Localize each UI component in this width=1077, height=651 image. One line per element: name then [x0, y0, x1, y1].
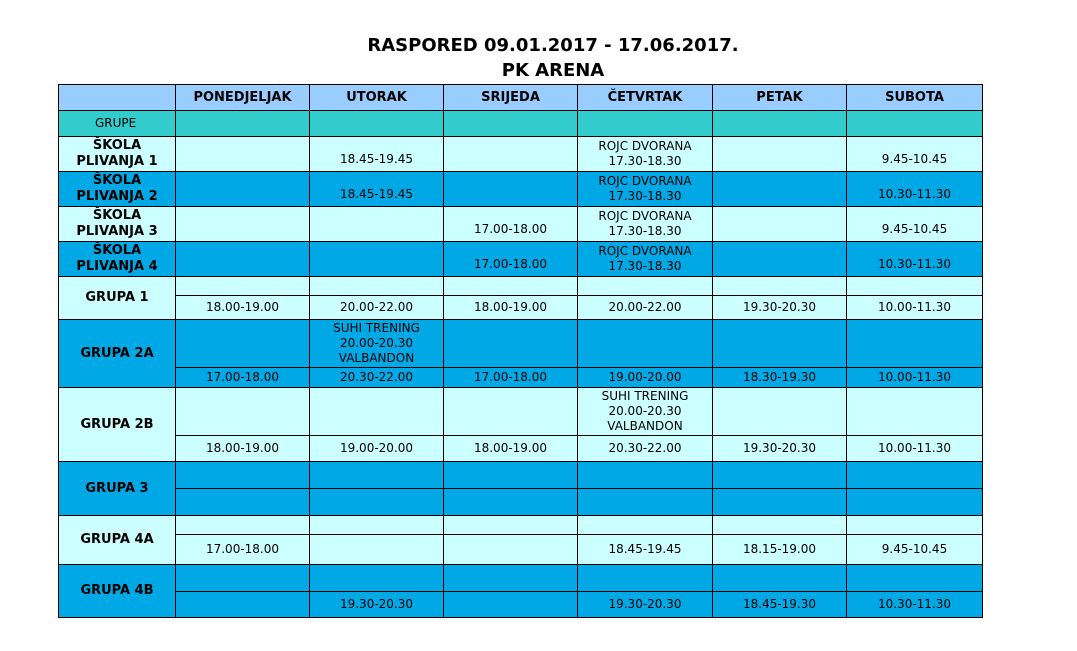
- schedule-cell: [847, 516, 983, 535]
- schedule-cell: 18.15-19.00: [713, 535, 847, 565]
- group-label: GRUPA 2A: [59, 320, 176, 388]
- group-label: ŠKOLA PLIVANJA 3: [59, 207, 176, 242]
- group-label: GRUPA 2B: [59, 388, 176, 462]
- schedule-cell: [176, 388, 310, 436]
- schedule-cell: [176, 462, 310, 489]
- schedule-cell: [444, 137, 578, 172]
- group-label: ŠKOLA PLIVANJA 2: [59, 172, 176, 207]
- schedule-cell: 18.30-19.30: [713, 368, 847, 388]
- group-label: GRUPA 1: [59, 277, 176, 320]
- schedule-cell: 18.45-19.45: [310, 137, 444, 172]
- schedule-cell: 20.00-22.00: [310, 296, 444, 320]
- grupe-cell: [310, 111, 444, 137]
- schedule-cell: [578, 489, 713, 516]
- schedule-cell: [847, 489, 983, 516]
- schedule-cell: [310, 242, 444, 277]
- schedule-cell: 17.00-18.00: [444, 242, 578, 277]
- schedule-cell: 18.45-19.45: [310, 172, 444, 207]
- schedule-cell: [713, 207, 847, 242]
- group-label: GRUPA 3: [59, 462, 176, 516]
- schedule-cell: [310, 535, 444, 565]
- group-label: GRUPA 4A: [59, 516, 176, 565]
- day-header: SUBOTA: [847, 85, 983, 111]
- schedule-cell: [578, 320, 713, 368]
- schedule-cell: 19.00-20.00: [578, 368, 713, 388]
- schedule-cell: [444, 172, 578, 207]
- day-header: PONEDJELJAK: [176, 85, 310, 111]
- group-row: [59, 388, 983, 436]
- schedule-cell: 19.30-20.30: [713, 436, 847, 462]
- schedule-cell: 20.30-22.00: [310, 368, 444, 388]
- group-row: [59, 368, 983, 388]
- grupe-cell: [713, 111, 847, 137]
- schedule-cell: 9.45-10.45: [847, 535, 983, 565]
- header-row: [59, 85, 983, 111]
- schedule-cell: [713, 565, 847, 592]
- schedule-cell: ROJC DVORANA 17.30-18.30: [578, 207, 713, 242]
- schedule-cell: [176, 516, 310, 535]
- schedule-cell: [713, 277, 847, 296]
- group-row: [59, 207, 983, 242]
- schedule-cell: 10.00-11.30: [847, 436, 983, 462]
- day-header: PETAK: [713, 85, 847, 111]
- schedule-cell: [713, 242, 847, 277]
- schedule-cell: 19.00-20.00: [310, 436, 444, 462]
- grupe-label: GRUPE: [59, 111, 176, 137]
- schedule-cell: 18.00-19.00: [176, 436, 310, 462]
- schedule-cell: [176, 137, 310, 172]
- schedule-cell: [444, 462, 578, 489]
- schedule-cell: [310, 489, 444, 516]
- schedule-cell: [713, 462, 847, 489]
- schedule-cell: [713, 388, 847, 436]
- schedule-cell: 18.00-19.00: [444, 296, 578, 320]
- schedule-cell: [176, 242, 310, 277]
- schedule-cell: 17.00-18.00: [444, 368, 578, 388]
- schedule-cell: [176, 489, 310, 516]
- grupe-cell: [578, 111, 713, 137]
- group-row: [59, 462, 983, 489]
- group-row: [59, 592, 983, 618]
- schedule-cell: [310, 388, 444, 436]
- schedule-cell: 17.00-18.00: [176, 368, 310, 388]
- group-row: [59, 277, 983, 296]
- group-label: ŠKOLA PLIVANJA 1: [59, 137, 176, 172]
- page-subtitle: PK ARENA: [501, 60, 605, 81]
- schedule-cell: 17.00-18.00: [176, 535, 310, 565]
- schedule-cell: 18.45-19.45: [578, 535, 713, 565]
- grupe-cell: [444, 111, 578, 137]
- schedule-cell: ROJC DVORANA 17.30-18.30: [578, 137, 713, 172]
- schedule-cell: [310, 277, 444, 296]
- schedule-cell: 19.30-20.30: [713, 296, 847, 320]
- schedule-cell: [176, 592, 310, 618]
- schedule-cell: ROJC DVORANA 17.30-18.30: [578, 172, 713, 207]
- schedule-cell: [713, 516, 847, 535]
- schedule-cell: 10.30-11.30: [847, 242, 983, 277]
- schedule-table: [58, 84, 983, 618]
- schedule-cell: 18.00-19.00: [176, 296, 310, 320]
- schedule-cell: 9.45-10.45: [847, 207, 983, 242]
- schedule-cell: [713, 172, 847, 207]
- schedule-cell: [847, 565, 983, 592]
- schedule-cell: 10.30-11.30: [847, 172, 983, 207]
- group-row: [59, 535, 983, 565]
- grupe-cell: [176, 111, 310, 137]
- day-header: UTORAK: [310, 85, 444, 111]
- schedule-cell: [444, 277, 578, 296]
- group-row: [59, 489, 983, 516]
- schedule-cell: [444, 516, 578, 535]
- schedule-cell: [176, 172, 310, 207]
- schedule-cell: [310, 516, 444, 535]
- schedule-cell: 18.45-19.30: [713, 592, 847, 618]
- schedule-cell: SUHI TRENING 20.00-20.30 VALBANDON: [310, 320, 444, 368]
- group-row: [59, 172, 983, 207]
- schedule-cell: [310, 565, 444, 592]
- schedule-cell: SUHI TRENING 20.00-20.30 VALBANDON: [578, 388, 713, 436]
- group-row: [59, 296, 983, 320]
- page-title: RASPORED 09.01.2017 - 17.06.2017.: [367, 35, 739, 56]
- schedule-cell: 18.00-19.00: [444, 436, 578, 462]
- group-row: [59, 320, 983, 368]
- schedule-cell: [578, 516, 713, 535]
- schedule-cell: [310, 462, 444, 489]
- header-corner: [59, 85, 176, 111]
- schedule-cell: 10.00-11.30: [847, 296, 983, 320]
- schedule-cell: 17.00-18.00: [444, 207, 578, 242]
- group-row: [59, 516, 983, 535]
- group-row: [59, 436, 983, 462]
- schedule-cell: [578, 277, 713, 296]
- schedule-cell: 20.30-22.00: [578, 436, 713, 462]
- group-row: [59, 137, 983, 172]
- group-row: [59, 565, 983, 592]
- schedule-cell: [847, 462, 983, 489]
- schedule-cell: ROJC DVORANA 17.30-18.30: [578, 242, 713, 277]
- schedule-cell: [176, 565, 310, 592]
- schedule-cell: 10.00-11.30: [847, 368, 983, 388]
- schedule-cell: 19.30-20.30: [578, 592, 713, 618]
- schedule-cell: [444, 592, 578, 618]
- schedule-cell: [444, 489, 578, 516]
- schedule-cell: [847, 320, 983, 368]
- schedule-cell: [176, 207, 310, 242]
- schedule-cell: [444, 565, 578, 592]
- schedule-cell: [578, 565, 713, 592]
- schedule-cell: [176, 277, 310, 296]
- schedule-cell: [578, 462, 713, 489]
- group-label: ŠKOLA PLIVANJA 4: [59, 242, 176, 277]
- schedule-cell: [444, 320, 578, 368]
- group-row: [59, 242, 983, 277]
- group-label: GRUPA 4B: [59, 565, 176, 618]
- schedule-cell: [713, 489, 847, 516]
- schedule-cell: [310, 207, 444, 242]
- schedule-cell: 19.30-20.30: [310, 592, 444, 618]
- schedule-cell: [847, 388, 983, 436]
- schedule-cell: 9.45-10.45: [847, 137, 983, 172]
- schedule-cell: [176, 320, 310, 368]
- grupe-cell: [847, 111, 983, 137]
- day-header: ČETVRTAK: [578, 85, 713, 111]
- schedule-cell: [444, 388, 578, 436]
- schedule-cell: [444, 535, 578, 565]
- day-header: SRIJEDA: [444, 85, 578, 111]
- grupe-row: [59, 111, 983, 137]
- schedule-cell: 10.30-11.30: [847, 592, 983, 618]
- schedule-cell: [847, 277, 983, 296]
- schedule-cell: [713, 320, 847, 368]
- schedule-cell: 20.00-22.00: [578, 296, 713, 320]
- schedule-cell: [713, 137, 847, 172]
